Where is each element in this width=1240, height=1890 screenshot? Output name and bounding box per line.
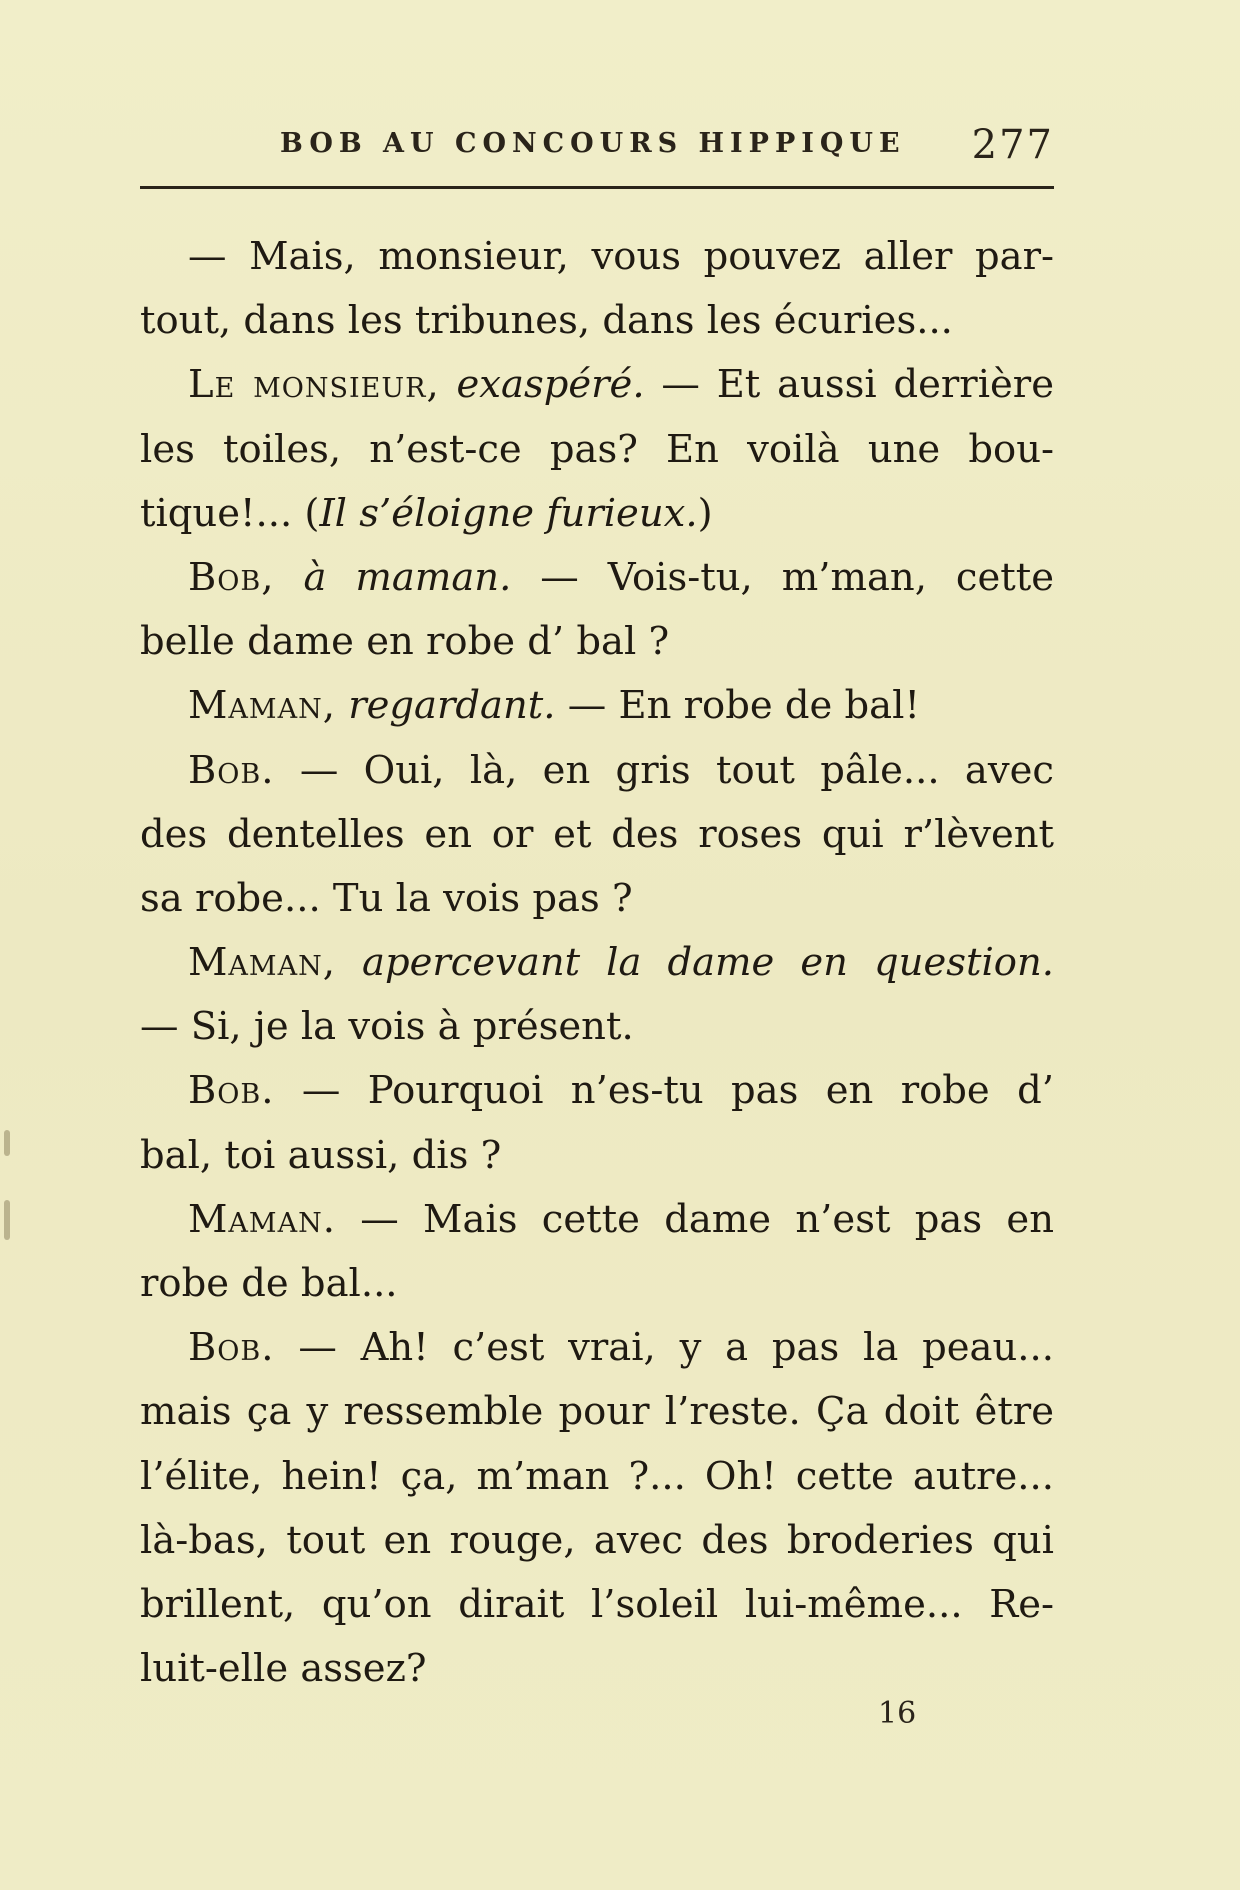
text-line: tout, dans les tribunes, dans les écuries... [140, 298, 953, 344]
text-line: — Mais, monsieur, vous pouvez aller par- [188, 234, 1054, 279]
stage-direction: regardant. [348, 683, 556, 729]
stage-direction: Il s’éloigne furieux. [319, 490, 698, 536]
text-line: mais ça y ressemble pour l’reste. Ça doit être [140, 1389, 1054, 1435]
text-line: Le monsieur, exaspéré. — Et aussi derrière [188, 362, 1054, 408]
header-rule [140, 186, 1054, 189]
speaker-name: Bob. [188, 1068, 275, 1114]
page-header [0, 122, 1054, 188]
text-line: — Si, je la vois à présent. [140, 1004, 634, 1050]
running-title: BOB AU CONCOURS HIPPIQUE [280, 128, 906, 159]
page-edge-mark [4, 1130, 10, 1156]
speaker-name: Bob. [188, 1325, 275, 1371]
speaker-name: Bob. [188, 747, 275, 793]
stage-direction: apercevant la dame en question. [361, 940, 1054, 986]
text-line: Maman. — Mais cette dame n’est pas en [188, 1196, 1054, 1242]
text-line: tique!... (Il s’éloigne furieux.) [140, 490, 713, 536]
speaker-name: Maman, [188, 940, 336, 986]
signature-mark: 16 [878, 1696, 917, 1731]
text-line: luit-elle assez? [140, 1646, 427, 1692]
page-number: 277 [971, 122, 1054, 168]
text-line [140, 931, 1054, 995]
text-line: là-bas, tout en rouge, avec des broderies qui [140, 1517, 1054, 1563]
text-line: sa robe... Tu la vois pas ? [140, 875, 633, 921]
speaker-name: Le monsieur, [188, 362, 440, 408]
text-line: Bob. — Pourquoi n’es-tu pas en robe d’ [188, 1068, 1054, 1114]
text-line: Bob. — Oui, là, en gris tout pâle... avec [188, 747, 1054, 793]
text-line: Bob. — Ah! c’est vrai, y a pas la peau... [188, 1325, 1054, 1371]
text-line: l’élite, hein! ça, m’man ?... Oh! cette autre... [140, 1453, 1054, 1499]
page-edge-mark [4, 1200, 10, 1240]
text-line: belle dame en robe d’ bal ? [140, 619, 670, 665]
text-line: Bob, à maman. — Vois-tu, m’man, cette [188, 554, 1054, 600]
stage-direction: à maman. [303, 554, 512, 600]
speaker-name: Maman, [188, 683, 336, 729]
stage-direction: exaspéré. [456, 362, 645, 408]
text-line: brillent, qu’on dirait l’soleil lui-même... Re- [140, 1581, 1054, 1627]
body-text [140, 225, 1054, 1701]
text-line: robe de bal... [140, 1261, 398, 1306]
text-line: bal, toi aussi, dis ? [140, 1132, 502, 1178]
text-line: des dentelles en or et des roses qui r’lèvent [140, 811, 1054, 857]
text-line: les toiles, n’est-ce pas? En voilà une bou- [140, 426, 1054, 472]
speaker-name: Bob, [188, 554, 275, 600]
text-line: Maman, regardant. — En robe de bal! [188, 683, 920, 729]
speaker-name: Maman. [188, 1196, 336, 1242]
